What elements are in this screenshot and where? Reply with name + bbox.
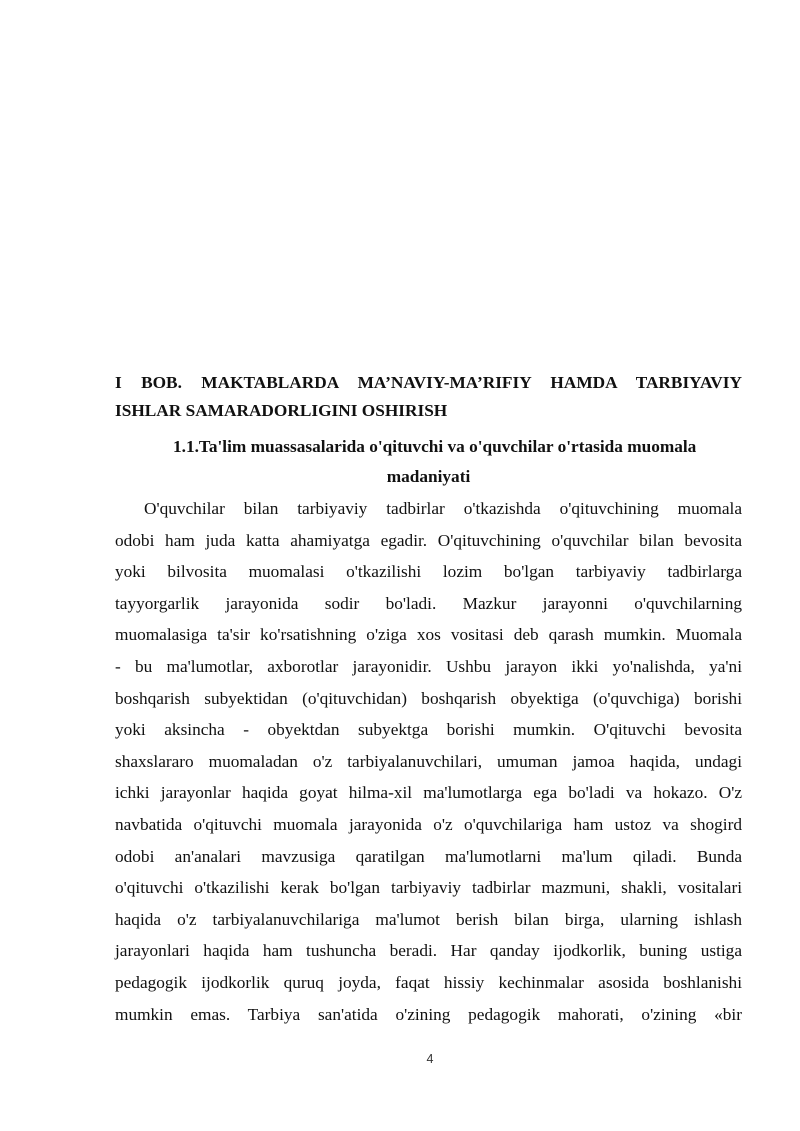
body-line: tayyorgarlik jarayonida sodir bo'ladi. Mazkur jarayonni o'quvchilarning (115, 593, 742, 613)
body-line: - bu ma'lumotlar, axborotlar jarayonidir. Ushbu jarayon ikki yo'nalishda, ya'ni (115, 656, 742, 676)
body-line: haqida o'z tarbiyalanuvchilariga ma'lumot berish bilan birga, ularning ishlash (115, 909, 742, 929)
body-line: yoki aksincha - obyektdan subyektga borishi mumkin. O'qituvchi bevosita (115, 720, 742, 740)
body-line: ichki jarayonlar haqida goyat hilma-xil ma'lumotlarga ega bo'ladi va hokazo. O'z (115, 783, 742, 803)
body-line: o'qituvchi o'tkazilishi kerak bo'lgan tarbiyaviy tadbirlar mazmuni, shakli, vositalari (115, 878, 742, 898)
section-title-line-2: madaniyati (386, 467, 471, 486)
section-title-line-1: 1.1.Ta'lim muassasalarida o'qituvchi va o'quvchilar o'rtasida muomala (173, 437, 697, 456)
body-paragraph (115, 493, 742, 1030)
body-line: pedagogik ijodkorlik quruq joyda, faqat hissiy kechinmalar asosida boshlanishi (115, 972, 742, 992)
body-line: O'quvchilar bilan tarbiyaviy tadbirlar o'tkazishda o'qituvchining muomala (144, 499, 742, 518)
body-line: boshqarish subyektidan (o'qituvchidan) boshqarish obyektiga (o'quvchiga) borishi (115, 688, 742, 708)
body-line: jarayonlari haqida ham tushuncha beradi. Har qanday ijodkorlik, buning ustiga (115, 941, 742, 961)
chapter-title (115, 369, 742, 425)
body-line: odobi ham juda katta ahamiyatga egadir. O'qituvchining o'quvchilar bilan bevosita (115, 530, 742, 550)
body-line: navbatida o'qituvchi muomala jarayonida o'z o'quvchilariga ham ustoz va shogird (115, 814, 742, 834)
chapter-title-line-2: ISHLAR SAMARADORLIGINI OSHIRISH (115, 401, 448, 420)
page-number: 4 (426, 1052, 434, 1066)
section-title (115, 432, 742, 492)
body-line: mumkin emas. Tarbiya san'atida o'zining pedagogik mahorati, o'zining «bir (115, 1004, 742, 1024)
body-line: shaxslararo muomaladan o'z tarbiyalanuvchilari, umuman jamoa haqida, undagi (115, 751, 742, 771)
body-line: odobi an'analari mavzusiga qaratilgan ma'lumotlarni ma'lum qiladi. Bunda (115, 846, 742, 866)
chapter-title-line-1: I BOB. MAKTABLARDA MA’NAVIY-MA’RIFIY HAMDA TARBIYAVIY (115, 373, 742, 392)
body-line: muomalasiga ta'sir ko'rsatishning o'ziga xos vositasi deb qarash mumkin. Muomala (115, 625, 742, 645)
body-line: yoki bilvosita muomalasi o'tkazilishi lozim bo'lgan tarbiyaviy tadbirlarga (115, 562, 742, 582)
